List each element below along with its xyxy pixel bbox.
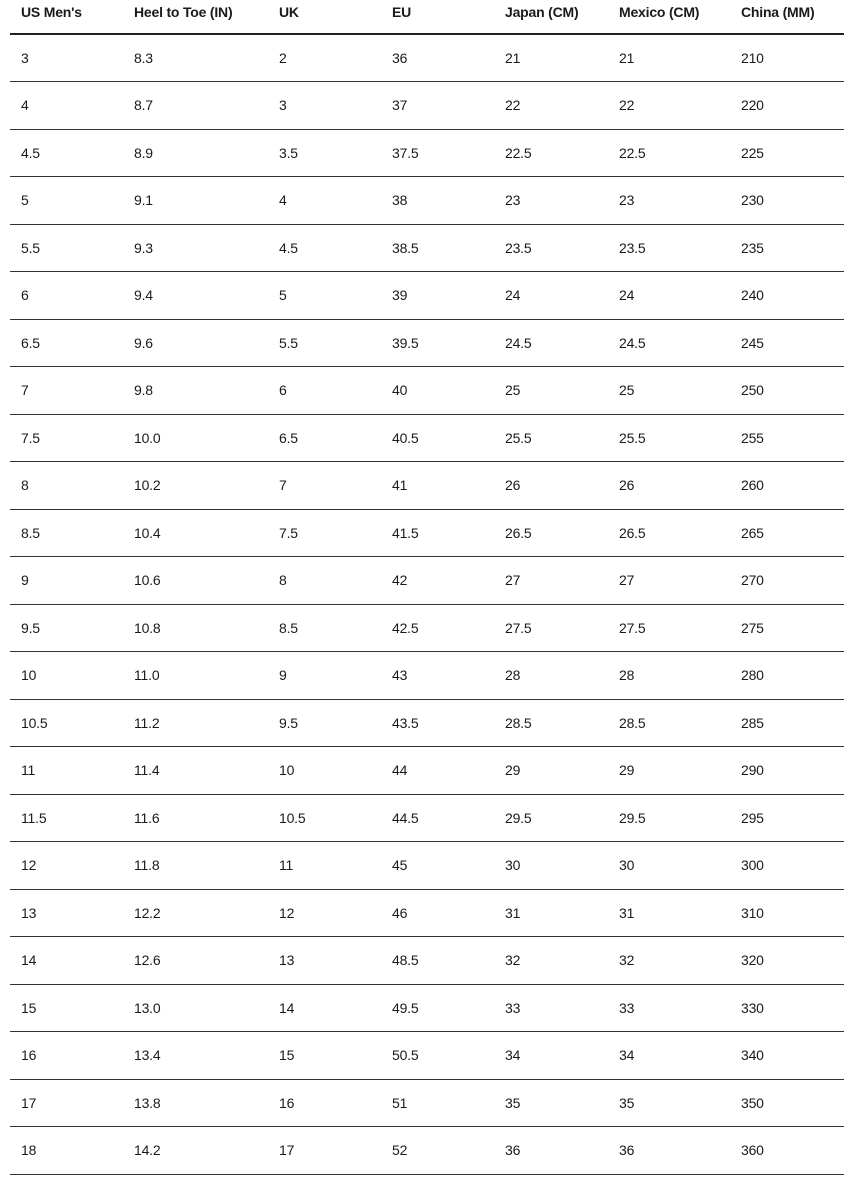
col-header-us-mens: US Men's [10, 0, 123, 34]
cell-uk: 6 [268, 367, 381, 415]
cell-heel-to-toe: 8.9 [123, 129, 268, 177]
cell-eu: 36 [381, 34, 494, 82]
cell-eu: 44 [381, 747, 494, 795]
cell-heel-to-toe: 8.3 [123, 34, 268, 82]
table-row [10, 652, 844, 700]
cell-uk: 7.5 [268, 509, 381, 557]
cell-china: 230 [730, 177, 844, 225]
table-row [10, 177, 844, 225]
cell-japan: 29.5 [494, 794, 608, 842]
cell-mexico: 26.5 [608, 509, 730, 557]
cell-japan: 28 [494, 652, 608, 700]
cell-uk: 2 [268, 34, 381, 82]
cell-heel-to-toe: 13.4 [123, 1032, 268, 1080]
cell-eu: 42 [381, 557, 494, 605]
cell-eu: 39.5 [381, 319, 494, 367]
cell-uk: 3 [268, 82, 381, 130]
cell-japan: 29 [494, 747, 608, 795]
table-row [10, 937, 844, 985]
cell-us-mens: 5.5 [10, 224, 123, 272]
table-row [10, 1079, 844, 1127]
cell-eu: 52 [381, 1127, 494, 1175]
col-header-heel-to-toe: Heel to Toe (IN) [123, 0, 268, 34]
cell-mexico: 24.5 [608, 319, 730, 367]
cell-japan: 21 [494, 34, 608, 82]
cell-us-mens: 13 [10, 889, 123, 937]
cell-mexico: 36 [608, 1127, 730, 1175]
cell-mexico: 21 [608, 34, 730, 82]
cell-mexico: 23.5 [608, 224, 730, 272]
cell-mexico: 24 [608, 272, 730, 320]
table-row [10, 1032, 844, 1080]
table-row [10, 129, 844, 177]
table-body [10, 34, 844, 1174]
cell-uk: 7 [268, 462, 381, 510]
cell-heel-to-toe: 10.2 [123, 462, 268, 510]
cell-heel-to-toe: 10.4 [123, 509, 268, 557]
cell-japan: 28.5 [494, 699, 608, 747]
cell-japan: 34 [494, 1032, 608, 1080]
cell-uk: 10 [268, 747, 381, 795]
cell-us-mens: 8.5 [10, 509, 123, 557]
table-row [10, 794, 844, 842]
cell-heel-to-toe: 11.0 [123, 652, 268, 700]
cell-mexico: 28.5 [608, 699, 730, 747]
cell-japan: 24 [494, 272, 608, 320]
cell-eu: 44.5 [381, 794, 494, 842]
table-row [10, 272, 844, 320]
table-row [10, 34, 844, 82]
cell-us-mens: 14 [10, 937, 123, 985]
cell-uk: 11 [268, 842, 381, 890]
cell-eu: 45 [381, 842, 494, 890]
cell-china: 220 [730, 82, 844, 130]
cell-mexico: 22 [608, 82, 730, 130]
cell-us-mens: 10.5 [10, 699, 123, 747]
cell-eu: 39 [381, 272, 494, 320]
cell-heel-to-toe: 14.2 [123, 1127, 268, 1175]
cell-uk: 9.5 [268, 699, 381, 747]
cell-japan: 25.5 [494, 414, 608, 462]
cell-japan: 23.5 [494, 224, 608, 272]
cell-eu: 38 [381, 177, 494, 225]
cell-mexico: 25 [608, 367, 730, 415]
cell-china: 240 [730, 272, 844, 320]
cell-mexico: 30 [608, 842, 730, 890]
col-header-uk: UK [268, 0, 381, 34]
cell-china: 300 [730, 842, 844, 890]
cell-heel-to-toe: 11.8 [123, 842, 268, 890]
cell-eu: 42.5 [381, 604, 494, 652]
cell-mexico: 27.5 [608, 604, 730, 652]
cell-us-mens: 6.5 [10, 319, 123, 367]
cell-japan: 31 [494, 889, 608, 937]
table-row [10, 842, 844, 890]
cell-mexico: 27 [608, 557, 730, 605]
cell-us-mens: 9.5 [10, 604, 123, 652]
cell-japan: 32 [494, 937, 608, 985]
cell-us-mens: 5 [10, 177, 123, 225]
cell-eu: 41.5 [381, 509, 494, 557]
cell-us-mens: 7.5 [10, 414, 123, 462]
table-row [10, 604, 844, 652]
cell-mexico: 33 [608, 984, 730, 1032]
cell-us-mens: 15 [10, 984, 123, 1032]
cell-eu: 41 [381, 462, 494, 510]
cell-mexico: 31 [608, 889, 730, 937]
col-header-japan: Japan (CM) [494, 0, 608, 34]
cell-china: 260 [730, 462, 844, 510]
cell-china: 360 [730, 1127, 844, 1175]
cell-heel-to-toe: 11.6 [123, 794, 268, 842]
cell-mexico: 28 [608, 652, 730, 700]
cell-mexico: 29 [608, 747, 730, 795]
cell-uk: 8.5 [268, 604, 381, 652]
cell-eu: 43 [381, 652, 494, 700]
cell-china: 295 [730, 794, 844, 842]
cell-china: 275 [730, 604, 844, 652]
cell-us-mens: 12 [10, 842, 123, 890]
table-row [10, 699, 844, 747]
table-row [10, 557, 844, 605]
cell-japan: 36 [494, 1127, 608, 1175]
cell-japan: 22 [494, 82, 608, 130]
cell-mexico: 23 [608, 177, 730, 225]
cell-mexico: 34 [608, 1032, 730, 1080]
cell-japan: 26 [494, 462, 608, 510]
cell-china: 270 [730, 557, 844, 605]
cell-uk: 3.5 [268, 129, 381, 177]
table-header [10, 0, 844, 34]
cell-uk: 9 [268, 652, 381, 700]
cell-japan: 27 [494, 557, 608, 605]
cell-china: 225 [730, 129, 844, 177]
cell-mexico: 35 [608, 1079, 730, 1127]
cell-uk: 16 [268, 1079, 381, 1127]
cell-china: 330 [730, 984, 844, 1032]
cell-china: 290 [730, 747, 844, 795]
cell-japan: 25 [494, 367, 608, 415]
cell-us-mens: 10 [10, 652, 123, 700]
cell-heel-to-toe: 13.0 [123, 984, 268, 1032]
cell-japan: 24.5 [494, 319, 608, 367]
cell-heel-to-toe: 8.7 [123, 82, 268, 130]
cell-heel-to-toe: 11.2 [123, 699, 268, 747]
cell-heel-to-toe: 10.6 [123, 557, 268, 605]
cell-us-mens: 8 [10, 462, 123, 510]
cell-china: 245 [730, 319, 844, 367]
table-row [10, 224, 844, 272]
cell-eu: 49.5 [381, 984, 494, 1032]
cell-us-mens: 3 [10, 34, 123, 82]
cell-china: 285 [730, 699, 844, 747]
cell-heel-to-toe: 11.4 [123, 747, 268, 795]
cell-china: 255 [730, 414, 844, 462]
col-header-eu: EU [381, 0, 494, 34]
cell-us-mens: 4 [10, 82, 123, 130]
cell-eu: 38.5 [381, 224, 494, 272]
col-header-china: China (MM) [730, 0, 844, 34]
cell-uk: 10.5 [268, 794, 381, 842]
cell-eu: 40 [381, 367, 494, 415]
cell-heel-to-toe: 9.6 [123, 319, 268, 367]
cell-china: 310 [730, 889, 844, 937]
cell-mexico: 22.5 [608, 129, 730, 177]
table-row [10, 462, 844, 510]
cell-china: 340 [730, 1032, 844, 1080]
table-row [10, 747, 844, 795]
cell-uk: 17 [268, 1127, 381, 1175]
cell-uk: 14 [268, 984, 381, 1032]
cell-uk: 6.5 [268, 414, 381, 462]
cell-eu: 51 [381, 1079, 494, 1127]
cell-us-mens: 18 [10, 1127, 123, 1175]
cell-china: 265 [730, 509, 844, 557]
cell-heel-to-toe: 9.1 [123, 177, 268, 225]
cell-china: 210 [730, 34, 844, 82]
cell-eu: 50.5 [381, 1032, 494, 1080]
cell-heel-to-toe: 9.8 [123, 367, 268, 415]
cell-uk: 8 [268, 557, 381, 605]
cell-mexico: 25.5 [608, 414, 730, 462]
cell-eu: 46 [381, 889, 494, 937]
cell-japan: 27.5 [494, 604, 608, 652]
cell-japan: 26.5 [494, 509, 608, 557]
cell-japan: 23 [494, 177, 608, 225]
cell-china: 320 [730, 937, 844, 985]
cell-us-mens: 7 [10, 367, 123, 415]
table-row [10, 82, 844, 130]
cell-japan: 22.5 [494, 129, 608, 177]
cell-uk: 15 [268, 1032, 381, 1080]
cell-eu: 43.5 [381, 699, 494, 747]
cell-eu: 37.5 [381, 129, 494, 177]
cell-heel-to-toe: 9.4 [123, 272, 268, 320]
cell-heel-to-toe: 10.8 [123, 604, 268, 652]
cell-mexico: 26 [608, 462, 730, 510]
cell-heel-to-toe: 9.3 [123, 224, 268, 272]
cell-us-mens: 17 [10, 1079, 123, 1127]
size-chart-table [10, 0, 844, 1175]
cell-japan: 35 [494, 1079, 608, 1127]
cell-mexico: 32 [608, 937, 730, 985]
cell-uk: 12 [268, 889, 381, 937]
cell-uk: 5 [268, 272, 381, 320]
cell-eu: 48.5 [381, 937, 494, 985]
table-row [10, 414, 844, 462]
cell-china: 250 [730, 367, 844, 415]
table-row [10, 1127, 844, 1175]
cell-us-mens: 11.5 [10, 794, 123, 842]
cell-heel-to-toe: 13.8 [123, 1079, 268, 1127]
cell-us-mens: 6 [10, 272, 123, 320]
cell-us-mens: 11 [10, 747, 123, 795]
cell-us-mens: 9 [10, 557, 123, 605]
table-row [10, 509, 844, 557]
cell-eu: 40.5 [381, 414, 494, 462]
cell-uk: 13 [268, 937, 381, 985]
table-row [10, 984, 844, 1032]
cell-uk: 4.5 [268, 224, 381, 272]
cell-uk: 4 [268, 177, 381, 225]
cell-mexico: 29.5 [608, 794, 730, 842]
col-header-mexico: Mexico (CM) [608, 0, 730, 34]
cell-heel-to-toe: 12.2 [123, 889, 268, 937]
cell-heel-to-toe: 10.0 [123, 414, 268, 462]
cell-china: 280 [730, 652, 844, 700]
cell-japan: 33 [494, 984, 608, 1032]
cell-us-mens: 16 [10, 1032, 123, 1080]
cell-uk: 5.5 [268, 319, 381, 367]
cell-china: 235 [730, 224, 844, 272]
cell-us-mens: 4.5 [10, 129, 123, 177]
cell-china: 350 [730, 1079, 844, 1127]
table-row [10, 889, 844, 937]
cell-heel-to-toe: 12.6 [123, 937, 268, 985]
table-row [10, 367, 844, 415]
cell-eu: 37 [381, 82, 494, 130]
header-row [10, 0, 844, 34]
cell-japan: 30 [494, 842, 608, 890]
table-row [10, 319, 844, 367]
